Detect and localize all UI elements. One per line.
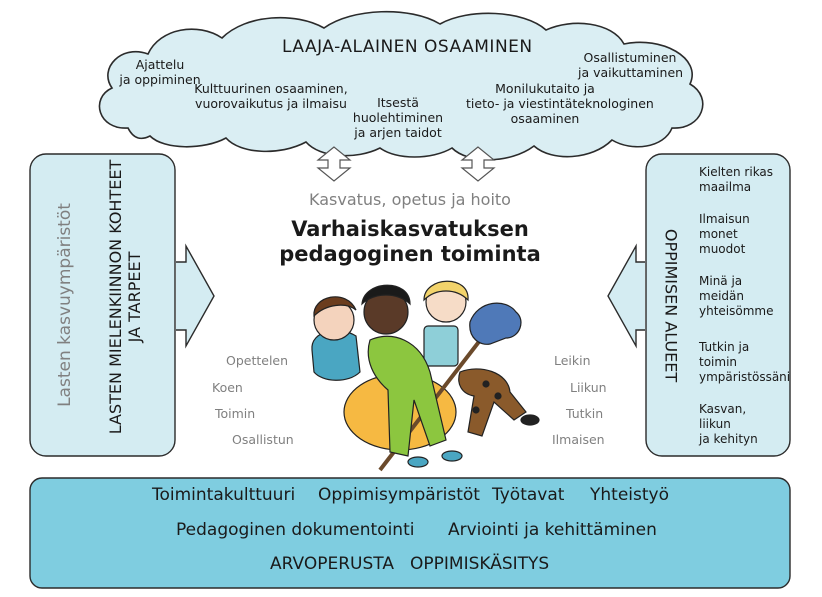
right-item-line: meidän (699, 289, 744, 303)
bar-arviointi: Arviointi ja kehittäminen (448, 520, 657, 540)
cloud-item-kulttuurinen (190, 81, 352, 111)
left-panel-shape (30, 154, 175, 456)
cloud-item-line: vuorovaikutus ja ilmaisu (195, 96, 347, 111)
cloud-item-line: Itsestä (377, 95, 419, 110)
right-item-line: toimin (699, 355, 738, 369)
right-item-kasvan (699, 402, 758, 447)
children-illustration (312, 281, 539, 470)
right-item-line: ja kehityn (699, 432, 758, 446)
verb-right-2: Liikun (570, 380, 607, 395)
cloud-item-line: Osallistuminen (583, 50, 677, 65)
cloud-item-line: huolehtiminen (352, 110, 444, 125)
right-item-line: ympäristössäni (699, 370, 791, 384)
verb-left-3: Toimin (215, 406, 256, 421)
verb-right-4: Ilmaisen (552, 432, 605, 447)
cloud-item-osallistuminen (578, 50, 682, 80)
cloud-item-line: osaaminen (510, 111, 580, 126)
right-item-line: Tutkin ja (699, 340, 750, 354)
bar-oppimisymparistot: Oppimisympäristöt (318, 485, 480, 505)
bar-oppimiskasitys: OPPIMISKÄSITYS (410, 554, 550, 574)
cloud-title: LAAJA-ALAINEN OSAAMINEN (282, 37, 533, 57)
bar-toimintakulttuuri: Toimintakulttuuri (152, 485, 296, 505)
verb-right-3: Tutkin (566, 406, 604, 421)
center-title-line: Varhaiskasvatuksen (291, 217, 529, 241)
cloud-item-line: Ajattelu (135, 57, 185, 72)
right-item-line: yhteisömme (699, 304, 774, 318)
bar-tyotavat: Työtavat (492, 485, 565, 505)
bar-arvoperusta: ARVOPERUSTA (270, 554, 394, 574)
verb-right-1: Leikin (554, 353, 591, 368)
right-item-kielten (699, 165, 773, 195)
right-item-line: liikun (699, 417, 731, 431)
toy-horse-head (470, 303, 521, 344)
right-panel-label: OPPIMISEN ALUEET (661, 228, 681, 383)
verb-left-2: Koen (212, 380, 243, 395)
right-item-line: Ilmaisun (699, 212, 750, 226)
left-panel-label-line: LASTEN MIELENKIINNON KOHTEET (106, 159, 125, 435)
verb-left-4: Osallistun (232, 432, 294, 447)
right-item-line: monet (699, 227, 738, 241)
center-title-line: pedagoginen toiminta (279, 242, 541, 266)
left-arrow-shape (176, 246, 214, 346)
center-subtitle: Kasvatus, opetus ja hoito (309, 190, 511, 209)
left-panel-label (106, 152, 144, 442)
right-item-line: Kielten rikas (699, 165, 774, 179)
cloud-item-line: ja vaikuttaminen (578, 65, 684, 80)
right-arrow-shape (608, 246, 645, 346)
bar-yhteistyo: Yhteistyö (590, 485, 669, 505)
right-item-line: maailma (699, 180, 752, 194)
center-title (270, 217, 550, 267)
left-panel-label-line: JA TARPEET (125, 251, 144, 343)
cloud-item-line: ja arjen taidot (354, 125, 442, 140)
right-item-tutkin (699, 340, 790, 385)
cloud-item-line: Monilukutaito ja (495, 81, 595, 96)
toy-horse-body (459, 369, 526, 436)
right-item-line: Minä ja (699, 274, 743, 288)
right-item-line: Kasvan, (699, 402, 747, 416)
cloud-item-line: ja oppiminen (119, 72, 201, 87)
right-item-line: muodot (699, 242, 746, 256)
left-panel-grey-label: Lasten kasvuympäristöt (55, 203, 75, 407)
cloud-item-line: tieto- ja viestintäteknologinen (466, 96, 654, 111)
cloud-item-line: Kulttuurinen osaaminen, (194, 81, 348, 96)
cloud-item-monilukutaito (466, 81, 654, 126)
right-item-ilmaisun (699, 212, 750, 257)
bar-pedagoginen-dokumentointi: Pedagoginen dokumentointi (176, 520, 415, 540)
verb-left-1: Opettelen (226, 353, 289, 368)
right-item-mina (699, 274, 773, 319)
cloud-item-itsesta (344, 95, 452, 140)
